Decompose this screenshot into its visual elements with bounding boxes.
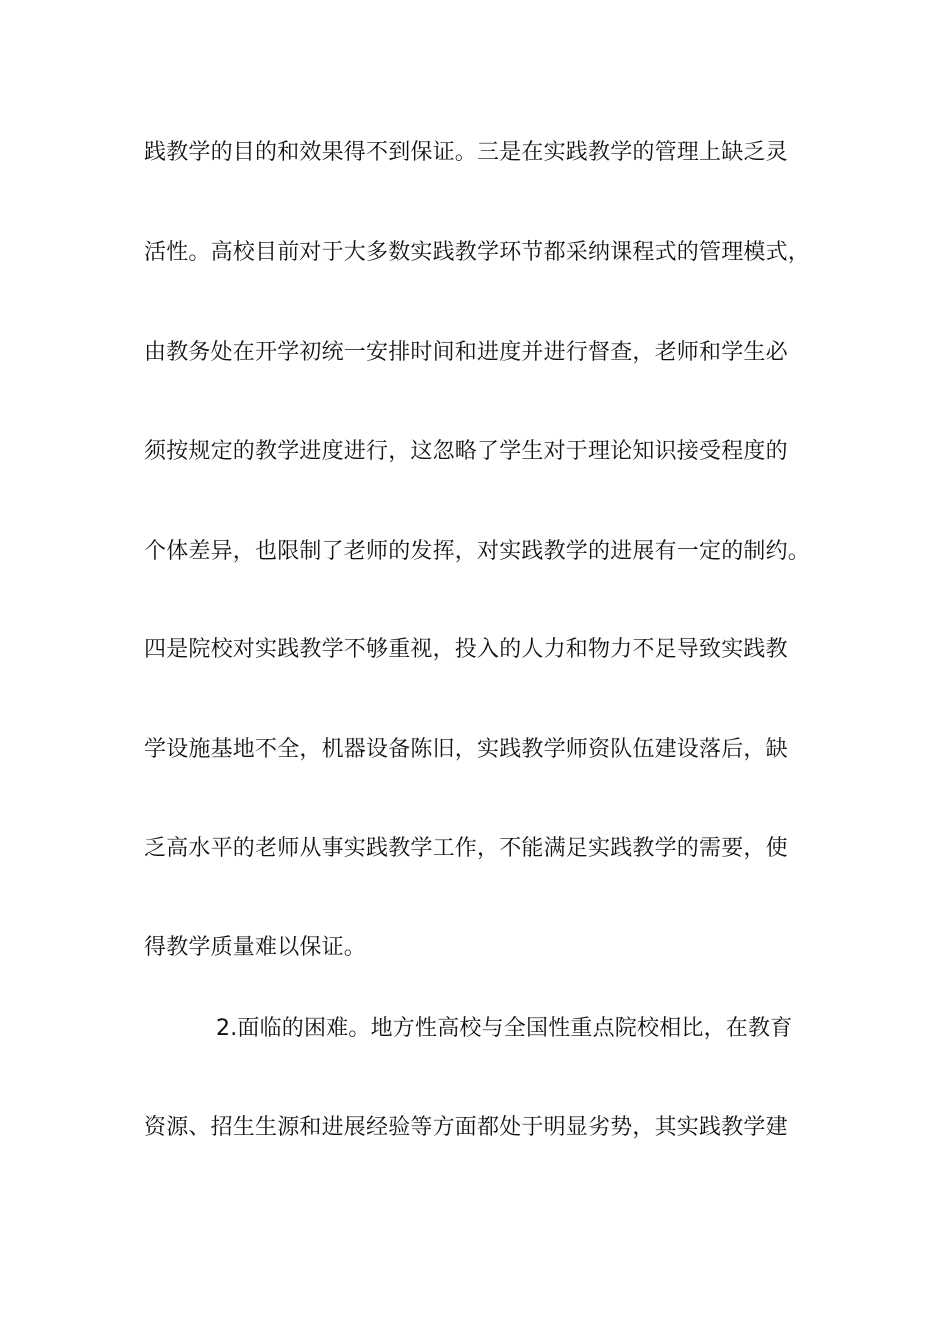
text-line: 个体差异，也限制了老师的发挥，对实践教学的进展有一定的制约。 [144, 539, 811, 564]
text-line: 得教学质量难以保证。 [144, 935, 367, 960]
paragraph-first-line: 2.面临的困难。地方性高校与全国性重点院校相比，在教育 [216, 1016, 793, 1041]
text-line: 四是院校对实践教学不够重视，投入的人力和物力不足导致实践教 [144, 637, 788, 662]
text-line: 践教学的目的和效果得不到保证。三是在实践教学的管理上缺乏灵 [144, 140, 788, 165]
text-line: 学设施基地不全，机器设备陈旧，实践教学师资队伍建设落后，缺 [144, 737, 788, 762]
text-line: 活性。高校目前对于大多数实践教学环节都采纳课程式的管理模式， [144, 240, 811, 265]
text-line: 由教务处在开学初统一安排时间和进度并进行督查，老师和学生必 [144, 340, 788, 365]
text-line: 须按规定的教学进度进行，这忽略了学生对于理论知识接受程度的 [144, 439, 788, 464]
text-line: 资源、招生生源和进展经验等方面都处于明显劣势，其实践教学建 [144, 1115, 788, 1140]
text-line: 乏高水平的老师从事实践教学工作，不能满足实践教学的需要，使 [144, 836, 788, 861]
